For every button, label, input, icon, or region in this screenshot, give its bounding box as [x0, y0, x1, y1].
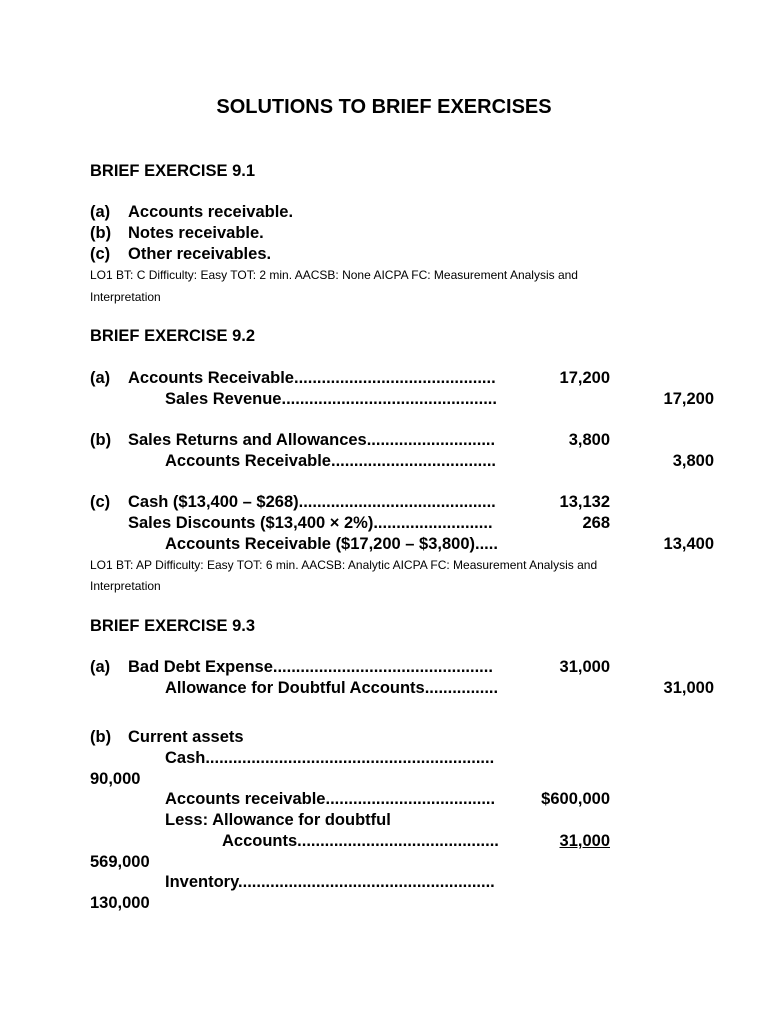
be93-a1-account: Bad Debt Expense................................................ — [128, 658, 493, 676]
be93-ar-amount: $600,000 — [541, 790, 610, 808]
be93-a2-credit: 31,000 — [663, 679, 714, 697]
be93-ar-label: Accounts receivable..................................... — [165, 790, 496, 808]
be93-cash-amount: 90,000 — [90, 770, 141, 788]
be93-less-amount-value: 31,000 — [559, 832, 610, 850]
be92-a-label: (a) — [90, 369, 111, 387]
page-title: SOLUTIONS TO BRIEF EXERCISES — [216, 96, 552, 118]
be93-less-line1: Less: Allowance for doubtful — [165, 811, 391, 829]
be92-b1-debit: 3,800 — [568, 431, 610, 449]
be93-a-label: (a) — [90, 658, 111, 676]
be92-a2-credit: 17,200 — [663, 390, 714, 408]
be92-c2-debit: 268 — [582, 514, 610, 532]
be91-item-a-label: (a) — [90, 203, 111, 221]
be92-b2-account: Accounts Receivable.................................... — [165, 452, 497, 470]
be92-b-label: (b) — [90, 431, 112, 449]
be91-item-b-label: (b) — [90, 224, 112, 242]
be91-meta-line2: Interpretation — [90, 290, 161, 304]
be91-heading: BRIEF EXERCISE 9.1 — [90, 162, 256, 180]
be93-inventory-label: Inventory........................................................ — [165, 873, 495, 891]
be92-heading: BRIEF EXERCISE 9.2 — [90, 327, 256, 345]
be92-a1-debit: 17,200 — [559, 369, 610, 387]
be92-meta-line1: LO1 BT: AP Difficulty: Easy TOT: 6 min. AACSB: Analytic AICPA FC: Measurement Analysis and — [90, 558, 598, 572]
be93-a2-account: Allowance for Doubtful Accounts................ — [165, 679, 499, 697]
be91-item-c-label: (c) — [90, 245, 111, 263]
be91-item-b-text: Notes receivable. — [128, 224, 264, 242]
be93-b-heading: Current assets — [128, 728, 244, 746]
be91-item-a-text: Accounts receivable. — [128, 203, 294, 221]
be93-less-amount — [520, 831, 610, 851]
be92-meta-line2: Interpretation — [90, 579, 161, 593]
be91-meta-line1: LO1 BT: C Difficulty: Easy TOT: 2 min. AACSB: None AICPA FC: Measurement Analysis and — [90, 268, 578, 282]
be93-less-line2: Accounts............................................ — [222, 832, 499, 850]
be92-a2-account: Sales Revenue............................................... — [165, 390, 497, 408]
be92-a1-account: Accounts Receivable............................................ — [128, 369, 496, 387]
be93-cash-label: Cash............................................................... — [165, 749, 495, 767]
be92-c2-account: Sales Discounts ($13,400 × 2%).......................... — [128, 514, 493, 532]
be92-c3-account: Accounts Receivable ($17,200 – $3,800)..... — [165, 535, 498, 553]
be92-c1-account: Cash ($13,400 – $268)........................................... — [128, 493, 496, 511]
be92-c1-debit: 13,132 — [559, 493, 610, 511]
be93-heading: BRIEF EXERCISE 9.3 — [90, 617, 256, 635]
be92-c-label: (c) — [90, 493, 111, 511]
be93-inventory-amount: 130,000 — [90, 894, 150, 912]
be92-c3-credit: 13,400 — [663, 535, 714, 553]
be93-net-amount: 569,000 — [90, 853, 150, 871]
be93-b-label: (b) — [90, 728, 112, 746]
be92-b1-account: Sales Returns and Allowances............................ — [128, 431, 496, 449]
be92-b2-credit: 3,800 — [672, 452, 714, 470]
be91-item-c-text: Other receivables. — [128, 245, 272, 263]
be93-a1-debit: 31,000 — [559, 658, 610, 676]
